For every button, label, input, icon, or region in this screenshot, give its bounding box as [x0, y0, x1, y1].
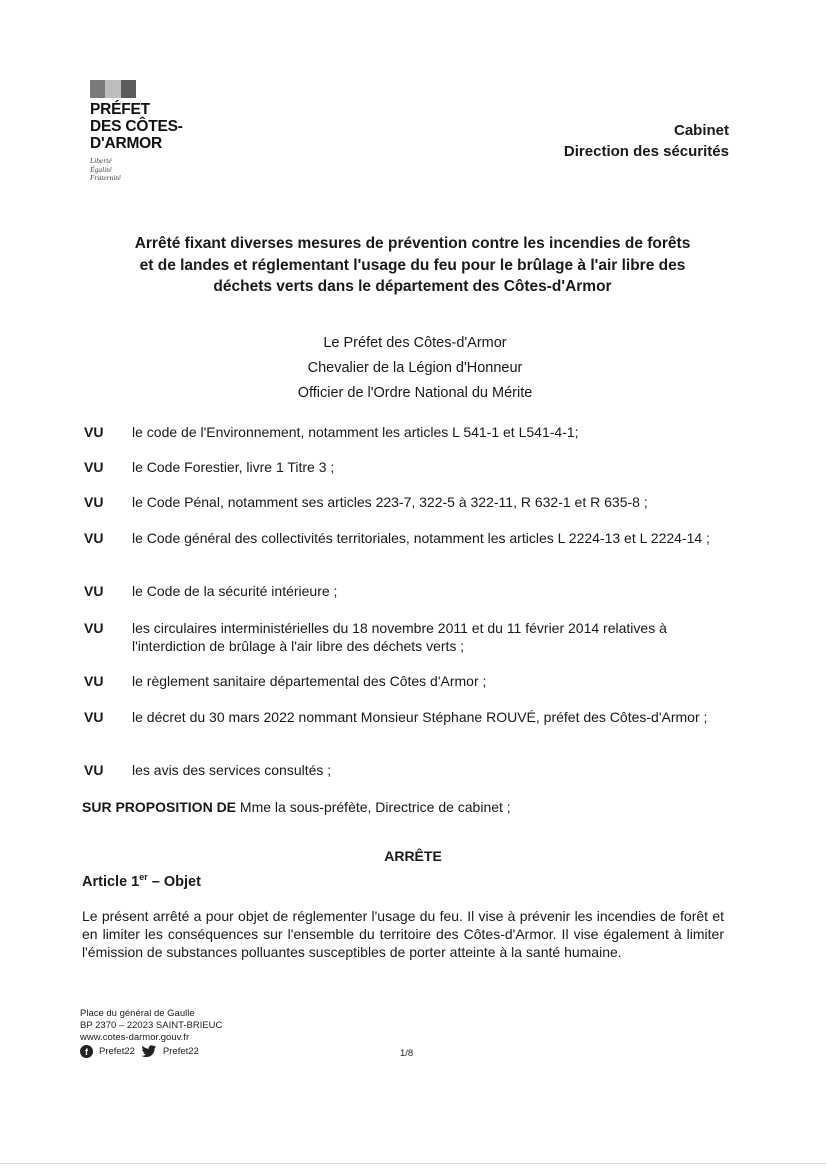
page-number: 1/8 [400, 1048, 414, 1059]
vu-keyword: VU [84, 762, 104, 778]
twitter-icon [141, 1045, 157, 1058]
vu-item [84, 494, 734, 512]
vu-item [84, 583, 734, 601]
vu-item [84, 620, 734, 655]
article-paragraph: Le présent arrêté a pour objet de réglementer l'usage du feu. Il vise à prévenir les incendies de forêt et en limiter les conséquences sur l'ensemble du territoire des Côtes-d'Armor. Il vise également à limiter l'émission de substances polluantes susceptibles de porter atteinte à la santé humaine. [82, 908, 724, 960]
vu-text: le code de l'Environnement, notamment les articles L 541-1 et L541-4-1; [132, 424, 579, 440]
vu-text: le Code Forestier, livre 1 Titre 3 ; [132, 459, 335, 475]
prefect-titles: Le Préfet des Côtes-d'Armor Chevalier de la Légion d'Honneur Officier de l'Ordre National du Mérite [297, 335, 533, 401]
proposal-line [82, 798, 511, 816]
vu-keyword: VU [84, 583, 104, 599]
vu-item [84, 762, 734, 780]
vu-text: les circulaires interministérielles du 18 novembre 2011 et du 11 février 2014 relatives à l'interdiction de brûlage à l'air libre des déchets verts ; [132, 620, 667, 654]
twitter-handle: Prefet22 [162, 1046, 199, 1057]
service-cabinet: Cabinet [673, 122, 729, 139]
vu-item [84, 459, 734, 477]
footer-address: Place du général de Gaulle BP 2370 – 22023 SAINT-BRIEUC www.cotes-darmor.gouv.fr [80, 1008, 223, 1043]
arrete-heading: ARRÊTE [384, 848, 442, 864]
vu-item [84, 530, 734, 548]
vu-item [84, 709, 734, 727]
vu-keyword: VU [84, 673, 104, 689]
prefecture-logo [90, 80, 240, 183]
service-header [564, 120, 729, 162]
logo-line: PRÉFET [90, 101, 150, 118]
proposal-bold: SUR PROPOSITION DE [82, 799, 237, 815]
logo-line: D'ARMOR [90, 135, 163, 152]
document-title: Arrêté fixant diverses mesures de prévention contre les incendies de forêts et de landes et réglementant l'usage du feu pour le brûlage à l'air libre des déchets verts dans le département des Côtes-d'Armor [134, 235, 691, 295]
vu-keyword: VU [84, 459, 104, 475]
vu-text: le règlement sanitaire départemental des Côtes d'Armor ; [132, 673, 487, 689]
vu-keyword: VU [84, 530, 104, 546]
vu-item [84, 673, 734, 691]
scan-edge-divider [0, 1163, 826, 1164]
vu-text: le décret du 30 mars 2022 nommant Monsieur Stéphane ROUVÉ, préfet des Côtes-d'Armor ; [132, 709, 708, 725]
vu-text: le Code Pénal, notamment ses articles 223-7, 322-5 à 322-11, R 632-1 et R 635-8 ; [132, 494, 648, 510]
vu-text: le Code de la sécurité intérieure ; [132, 583, 338, 599]
vu-keyword: VU [84, 620, 104, 636]
service-direction: Direction des sécurités [563, 143, 729, 160]
article-heading: Article 1er – Objet [82, 872, 201, 890]
marianne-flag-icon [90, 80, 136, 98]
vu-keyword: VU [84, 424, 104, 440]
footer-social [80, 1045, 199, 1058]
vu-text: les avis des services consultés ; [132, 762, 332, 778]
vu-keyword: VU [84, 709, 104, 725]
vu-text: le Code général des collectivités territoriales, notamment les articles L 2224-13 et L 2224-14 ; [132, 530, 710, 546]
footer-website: www.cotes-darmor.gouv.fr [80, 1032, 190, 1043]
vu-keyword: VU [84, 494, 104, 510]
proposal-rest: Mme la sous-préfète, Directrice de cabinet ; [236, 799, 511, 815]
vu-item [84, 424, 734, 442]
facebook-handle: Prefet22 [99, 1046, 135, 1057]
logo-line: DES CÔTES- [90, 118, 183, 135]
motto: Liberté Égalité Fraternité [90, 156, 121, 182]
facebook-icon: f [80, 1045, 93, 1058]
